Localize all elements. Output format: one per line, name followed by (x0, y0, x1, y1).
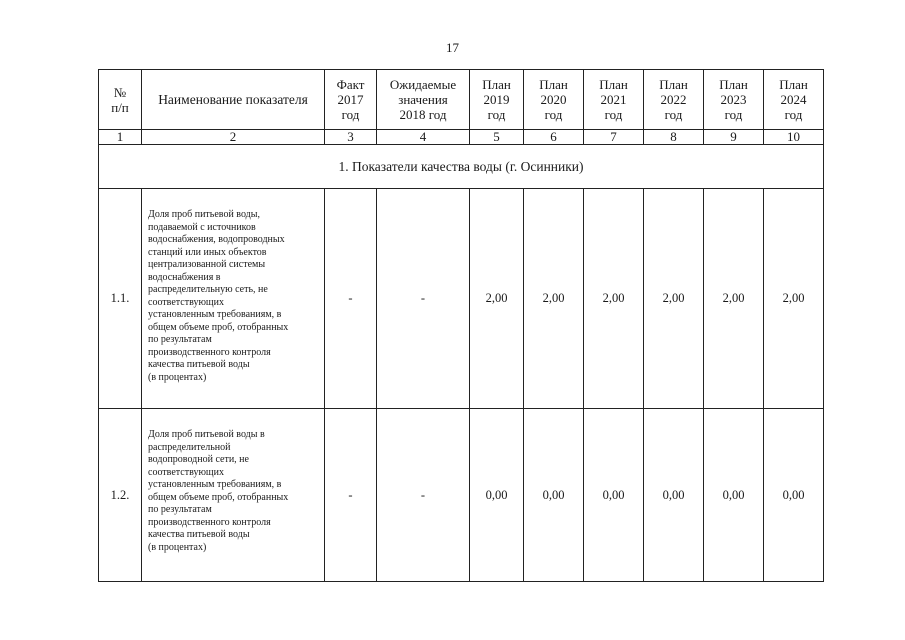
column-number: 10 (764, 130, 824, 145)
column-number: 4 (377, 130, 470, 145)
value-plan-2023: 0,00 (704, 409, 764, 582)
row-number: 1.2. (99, 409, 142, 582)
value-fact-2017: - (325, 409, 377, 582)
value-expected-2018: - (377, 189, 470, 409)
col-header-plan-2024: План 2024 год (764, 70, 824, 130)
value-plan-2019: 0,00 (470, 409, 524, 582)
col-header-number: № п/п (99, 70, 142, 130)
page-number: 17 (446, 40, 459, 55)
value-plan-2020: 0,00 (524, 409, 584, 582)
column-number: 5 (470, 130, 524, 145)
column-number: 3 (325, 130, 377, 145)
col-header-fact-2017: Факт 2017 год (325, 70, 377, 130)
row-description: Доля проб питьевой воды в распределительной водопроводной сети, не соответствующих установленным требованиям, в общем объеме проб, отобранных по результатам производственного контроля качества питьевой воды (в процентах) (142, 409, 325, 582)
column-number: 9 (704, 130, 764, 145)
row-number: 1.1. (99, 189, 142, 409)
value-plan-2020: 2,00 (524, 189, 584, 409)
value-plan-2023: 2,00 (704, 189, 764, 409)
value-plan-2022: 0,00 (644, 409, 704, 582)
column-number: 7 (584, 130, 644, 145)
value-plan-2021: 0,00 (584, 409, 644, 582)
section-title: 1. Показатели качества воды (г. Осинники) (99, 145, 824, 189)
header-row (99, 70, 824, 130)
col-header-expected-2018: Ожидаемые значения 2018 год (377, 70, 470, 130)
col-header-plan-2020: План 2020 год (524, 70, 584, 130)
column-number-row (99, 130, 824, 145)
value-plan-2021: 2,00 (584, 189, 644, 409)
value-plan-2022: 2,00 (644, 189, 704, 409)
row-description: Доля проб питьевой воды, подаваемой с источников водоснабжения, водопроводных станций или иных объектов централизованной системы водоснабжения в распределительную сеть, не соответствующих установленным требованиям, в общем объеме проб, отобранных по результатам производственного контроля качества питьевой воды (в процентах) (142, 189, 325, 409)
indicators-table (98, 69, 824, 582)
col-header-plan-2023: План 2023 год (704, 70, 764, 130)
table-row (99, 409, 824, 582)
column-number: 2 (142, 130, 325, 145)
col-header-plan-2022: План 2022 год (644, 70, 704, 130)
col-header-name: Наименование показателя (142, 70, 325, 130)
column-number: 6 (524, 130, 584, 145)
value-expected-2018: - (377, 409, 470, 582)
value-plan-2024: 2,00 (764, 189, 824, 409)
table-row (99, 189, 824, 409)
col-header-plan-2019: План 2019 год (470, 70, 524, 130)
value-fact-2017: - (325, 189, 377, 409)
value-plan-2024: 0,00 (764, 409, 824, 582)
column-number: 8 (644, 130, 704, 145)
column-number: 1 (99, 130, 142, 145)
section-row (99, 145, 824, 189)
value-plan-2019: 2,00 (470, 189, 524, 409)
col-header-plan-2021: План 2021 год (584, 70, 644, 130)
